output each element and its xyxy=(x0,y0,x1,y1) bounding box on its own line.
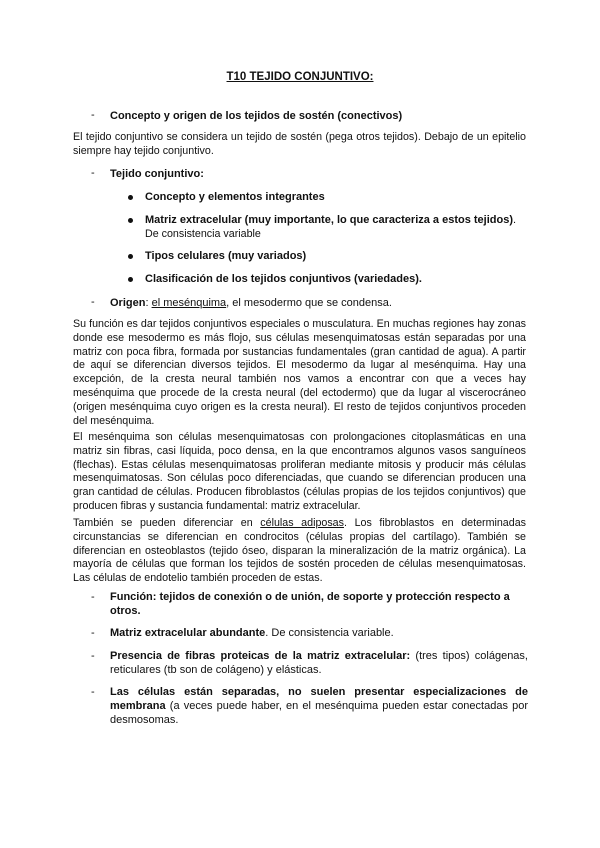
paragraph-diferenciacion: También se pueden diferenciar en células adiposas. Los fibroblastos en determinadas circunstancias se diferencian en condrocitos (células propias del cartílago). También se diferencian en osteoblastos (tejido óseo, disparan la mineralización de la matriz orgánica). La mayoría de células que forman los tejidos de sostén proceden de células mesenquimatosas. Las células de endotelio también proceden de estas. xyxy=(73,517,526,585)
bullet-dot xyxy=(128,218,133,223)
bullet-item: Tipos celulares (muy variados) xyxy=(145,250,307,262)
paragraph-mesenquima: El mesénquima son células mesenquimatosas con prolongaciones citoplasmáticas en una matriz sin fibras, casi líquida, poco densa, en la que encontramos algunos vasos sanguíneos (flechas). Estas células mesenquimatosas proliferan mediante mitosis y producir más células mesenquimatosas. Son células poco diferenciadas, que cuando se diferencian producen una gran cantidad de células. Producen fibroblastos (células propias de los tejidos conjuntivos) que producen fibras y sustancia fundamental: matriz extracelular. xyxy=(73,431,526,512)
feature-item: Presencia de fibras proteicas de la matriz extracelular: (tres tipos) colágenas, reticulares (tb son de colágeno) y elásticas. xyxy=(110,650,528,676)
dash-marker: - xyxy=(91,627,95,639)
dash-marker: - xyxy=(91,650,95,662)
section-heading-concepto: Concepto y origen de los tejidos de sostén (conectivos) xyxy=(110,110,403,122)
dash-marker: - xyxy=(91,167,95,179)
mesenquima-link[interactable]: el mesénquima xyxy=(151,297,227,309)
dash-marker: - xyxy=(91,296,95,308)
origen-line: Origen: el mesénquima, el mesodermo que se condensa. xyxy=(110,297,392,309)
bullet-dot xyxy=(128,195,133,200)
bullet-dot xyxy=(128,277,133,282)
bullet-item: Clasificación de los tejidos conjuntivos (variedades). xyxy=(145,273,422,285)
section-heading-tejido: Tejido conjuntivo: xyxy=(110,168,204,180)
celulas-adiposas-link[interactable]: células adiposas xyxy=(260,517,344,529)
bullet-item: Concepto y elementos integrantes xyxy=(145,191,325,203)
bullet-dot xyxy=(128,254,133,259)
dash-marker: - xyxy=(91,109,95,121)
document-title: T10 TEJIDO CONJUNTIVO: xyxy=(226,71,374,83)
dash-marker: - xyxy=(91,591,95,603)
bullet-item: Matriz extracelular (muy importante, lo que caracteriza a estos tejidos). De consistencia variable xyxy=(145,214,517,240)
feature-item: Matriz extracelular abundante. De consistencia variable. xyxy=(110,627,394,639)
dash-marker: - xyxy=(91,686,95,698)
paragraph-intro: El tejido conjuntivo se considera un tejido de sostén (pega otros tejidos). Debajo de un epitelio siempre hay tejido conjuntivo. xyxy=(73,131,526,157)
feature-item: Las células están separadas, no suelen presentar especializaciones de membrana (a veces puede haber, en el mesénquima pueden estar conectadas por desmosomas. xyxy=(110,686,528,726)
paragraph-funcion: Su función es dar tejidos conjuntivos especiales o musculatura. En muchas regiones hay zonas donde ese mesodermo es más flojo, sus células mesenquimatosas están separadas por una matriz con poca fibra, formada por sustancias fundamentales (gran cantidad de agua). A partir de aquí se diferencian diversos tejidos. El mesodermo da lugar al mesénquima. Hay una excepción, de la cresta neural también nos vamos a encontrar con que a veces hay mesénquima que procede de la cresta neural (del ectodermo) que da lugar al viscerocráneo (origen mesénquima cuyo origen es la cresta neural). El resto de tejidos conjuntivos proceden del mesénquima. xyxy=(73,318,526,427)
feature-item: Función: tejidos de conexión o de unión, de soporte y protección respecto a otros. xyxy=(110,591,510,617)
